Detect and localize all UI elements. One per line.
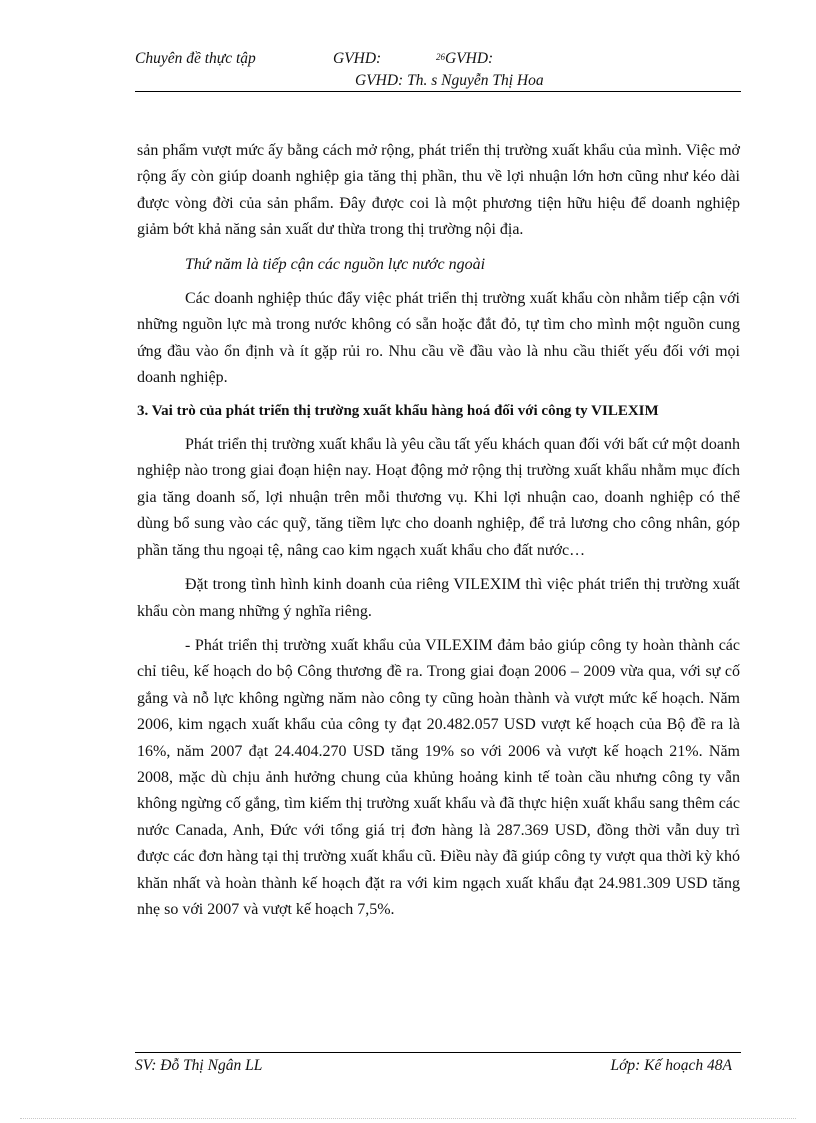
header-gvhd-label: GVHD: [333,50,382,67]
page-number: 26 [436,52,445,62]
footer-class: Lớp: Kế hoạch 48A [610,1057,732,1074]
page-bottom-divider [20,1118,796,1119]
subheading-italic: Thứ năm là tiếp cận các nguồn lực nước ngoài [185,255,486,273]
paragraph-2: Các doanh nghiệp thúc đẩy việc phát triển thị trường xuất khẩu còn nhằm tiếp cận với những nguồn lực mà trong nước không có sẵn hoặc đắt đỏ, tự tìm cho mình một nguồn cung ứng đầu vào ổn định và ít gặp rủi ro. Nhu cầu về đầu vào là nhu cầu thiết yếu đối với mọi doanh nghiệp. [137,290,740,387]
header-title: Chuyên đề thực tập [135,50,256,67]
paragraph-1: sản phẩm vượt mức ấy bằng cách mở rộng, phát triển thị trường xuất khẩu của mình. Việc mở rộng ấy còn giúp doanh nghiệp gia tăng thị phần, thu về lợi nhuận lớn hơn cũng như kéo dài được vòng đời của sản phẩm. Đây được coi là một phương tiện hữu hiệu để doanh nghiệp giảm bớt khả năng sản xuất dư thừa trong thị trường nội địa. [137,142,740,239]
header-rule [135,91,741,92]
paragraph-5: - Phát triển thị trường xuất khẩu của VILEXIM đảm bảo giúp công ty hoàn thành các chỉ tiêu, kế hoạch do bộ Công thương đề ra. Trong giai đoạn 2006 – 2009 vừa qua, với sự cố gắng và nỗ lực không ngừng năm nào công ty cũng hoàn thành và vượt mức kế hoạch. Năm 2006, kim ngạch xuất khẩu của công ty đạt 20.482.057 USD vượt kế hoạch của Bộ đề ra là 16%, năm 2007 đạt 24.404.270 USD tăng 19% so với 2006 và vượt kế hoạch 21%. Năm 2008, mặc dù chịu ảnh hưởng chung của khủng hoảng kinh tế toàn cầu nhưng công ty vẫn không ngừng cố gắng, tìm kiếm thị trường xuất khẩu và đã thực hiện xuất khẩu sang thêm các nước Canada, Anh, Đức với tổng giá trị đơn hàng là 287.369 USD, đồng thời vẫn duy trì được các đơn hàng tại thị trường xuất khẩu cũ. Điều này đã giúp công ty vượt qua thời kỳ khó khăn nhất và hoàn thành kế hoạch đặt ra với kim ngạch xuất khẩu đạt 24.981.309 USD tăng nhẹ so với 2007 và vượt kế hoạch 7,5%. [137,636,740,918]
section-heading: 3. Vai trò của phát triển thị trường xuất khẩu hàng hoá đối với công ty VILEXIM [137,402,659,419]
header-supervisor: GVHD: Th. s Nguyễn Thị Hoa [355,72,544,89]
footer-rule [135,1052,741,1053]
header-gvhd-label-2: GVHD: [445,50,494,67]
paragraph-3: Phát triển thị trường xuất khẩu là yêu cầu tất yếu khách quan đối với bất cứ một doanh nghiệp nào trong giai đoạn hiện nay. Hoạt động mở rộng thị trường xuất khẩu nhằm mục đích gia tăng doanh số, lợi nhuận trên mỗi thương vụ. Khi lợi nhuận cao, doanh nghiệp có thể dùng bổ sung vào các quỹ, tăng tiềm lực cho doanh nghiệp, để trả lương cho công nhân, góp phần tăng thu ngoại tệ, nâng cao kim ngạch xuất khẩu cho đất nước… [137,436,740,559]
document-body [137,138,740,923]
header-page-gvhd [436,50,493,68]
footer-student: SV: Đỗ Thị Ngân LL [135,1057,263,1074]
paragraph-4: Đặt trong tình hình kinh doanh của riêng VILEXIM thì việc phát triển thị trường xuất khẩu còn mang những ý nghĩa riêng. [137,576,740,620]
